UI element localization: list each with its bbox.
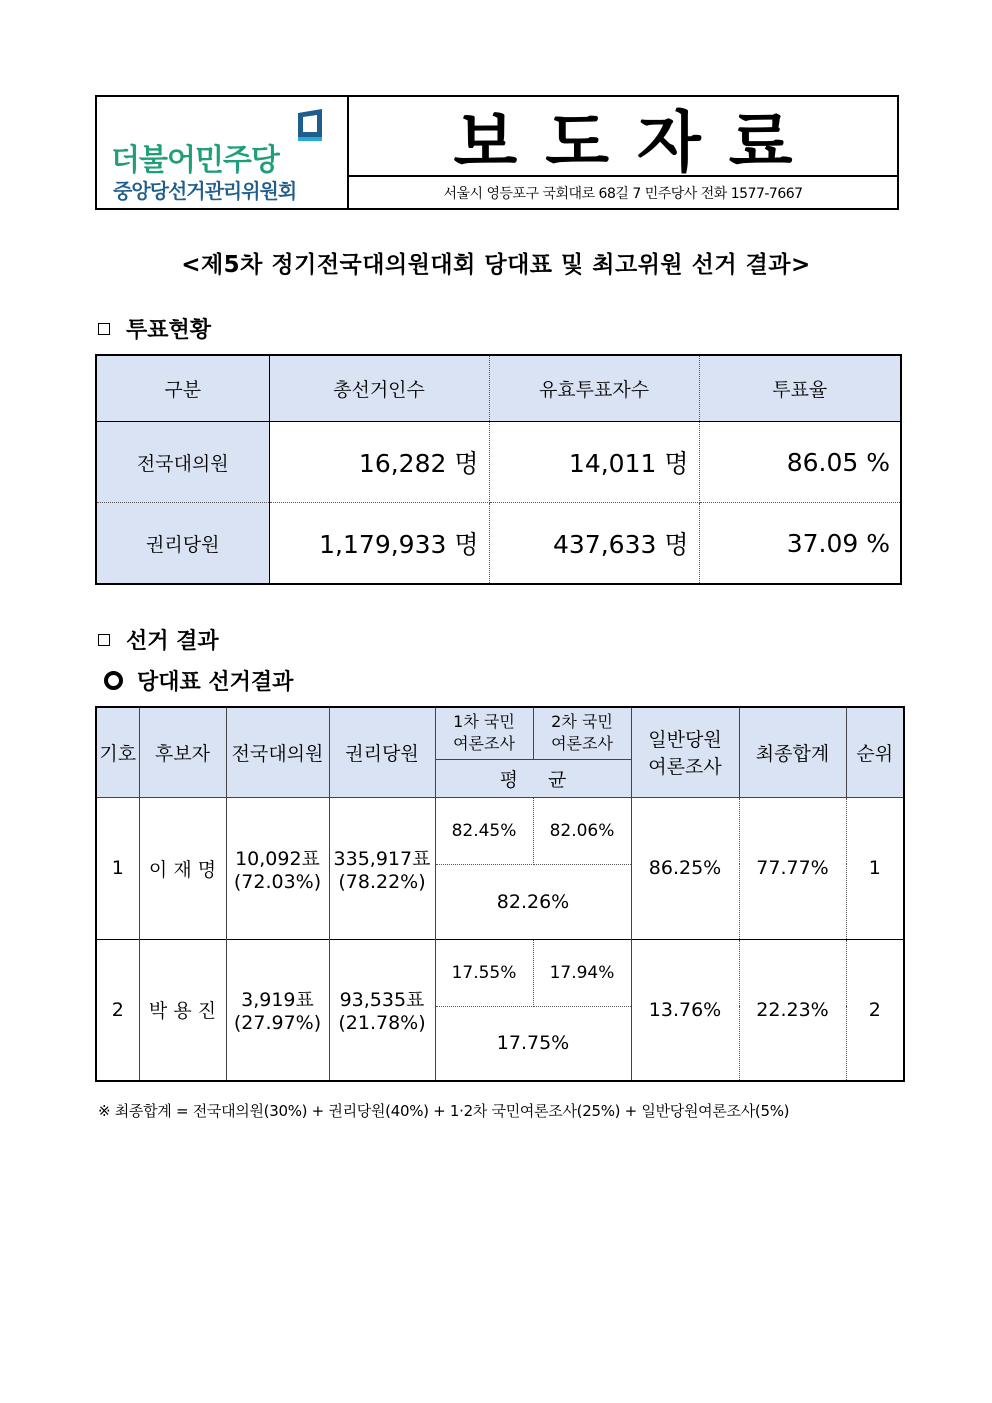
general-line1: 일반당원 [648, 729, 722, 752]
subsection-leader [104, 665, 293, 696]
party-logo [97, 97, 349, 208]
delegates-result [226, 797, 329, 939]
col-header-candidate: 후보자 [139, 707, 226, 797]
square-bullet-icon [98, 634, 110, 646]
section-result-title: 선거 결과 [126, 629, 219, 654]
members-pct: (21.78%) [338, 1012, 426, 1035]
average-value: 17.75% [435, 1006, 631, 1081]
committee-name: 중앙당선거관리위원회 [113, 179, 297, 203]
rank-value: 1 [846, 797, 904, 939]
col-header-number: 기호 [96, 707, 139, 797]
rank-value: 2 [846, 939, 904, 1081]
members-result [329, 797, 435, 939]
general-line2: 여론조사 [648, 756, 722, 779]
party-logo-icon [295, 107, 325, 141]
poll2-line1: 2차 국민 [551, 712, 613, 732]
delegates-pct: (27.97%) [233, 1012, 322, 1035]
party-name: 더불어민주당 [111, 143, 279, 178]
delegates-votes: 3,919표 [241, 989, 314, 1012]
delegates-votes: 10,092표 [235, 847, 320, 870]
headline: <제5차 정기전국대의원대회 당대표 및 최고위원 선거 결과> [181, 252, 811, 278]
poll1-line2: 여론조사 [453, 734, 515, 754]
col-header-poll1 [435, 707, 533, 759]
average-value: 82.26% [435, 864, 631, 939]
members-votes: 335,917표 [333, 847, 431, 870]
total-electors: 1,179,933 명 [269, 503, 489, 585]
turnout-rate: 86.05 % [699, 422, 901, 503]
poll1-value: 17.55% [435, 939, 533, 1006]
table-row [96, 939, 904, 1006]
leader-result-table [95, 706, 905, 1082]
turnout-rate: 37.09 % [699, 503, 901, 585]
final-value: 77.77% [739, 797, 846, 939]
press-release-title: 보도자료 [349, 97, 897, 177]
footnote: ※ 최종합계 = 전국대의원(30%) + 권리당원(40%) + 1·2차 국민여론조사(25%) + 일반당원여론조사(5%) [98, 1102, 790, 1120]
members-result [329, 939, 435, 1081]
candidate-number: 2 [96, 939, 139, 1081]
table-row [96, 422, 901, 503]
col-header-delegates: 전국대의원 [226, 707, 329, 797]
valid-voters: 14,011 명 [489, 422, 699, 503]
col-header-total-electors: 총선거인수 [269, 355, 489, 422]
col-header-rank: 순위 [846, 707, 904, 797]
col-header-final: 최종합계 [739, 707, 846, 797]
subsection-leader-title: 당대표 선거결과 [137, 670, 294, 695]
col-header-turnout: 투표율 [699, 355, 901, 422]
square-bullet-icon [98, 323, 110, 335]
poll1-line1: 1차 국민 [453, 712, 515, 732]
col-header-valid-voters: 유효투표자수 [489, 355, 699, 422]
poll2-line2: 여론조사 [551, 734, 613, 754]
total-electors: 16,282 명 [269, 422, 489, 503]
address-line: 서울시 영등포구 국회대로 68길 7 민주당사 전화 1577-7667 [443, 185, 803, 202]
table-row [96, 797, 904, 864]
row-label: 권리당원 [96, 503, 269, 585]
general-value: 86.25% [631, 797, 739, 939]
section-vote-status [98, 313, 211, 344]
candidate-number: 1 [96, 797, 139, 939]
press-header [95, 95, 899, 210]
general-value: 13.76% [631, 939, 739, 1081]
row-label: 전국대의원 [96, 422, 269, 503]
col-header-general-members [631, 707, 739, 797]
poll1-value: 82.45% [435, 797, 533, 864]
average-label: 평 균 [499, 768, 579, 791]
col-header-category: 구분 [96, 355, 269, 422]
candidate-name: 이 재 명 [139, 797, 226, 939]
section-vote-title: 투표현황 [126, 318, 212, 343]
circle-bullet-icon [104, 671, 123, 690]
col-header-members: 권리당원 [329, 707, 435, 797]
final-value: 22.23% [739, 939, 846, 1081]
section-result [98, 624, 219, 655]
members-votes: 93,535표 [339, 989, 425, 1012]
valid-voters: 437,633 명 [489, 503, 699, 585]
col-header-poll2 [533, 707, 631, 759]
col-header-average [435, 759, 631, 797]
poll2-value: 17.94% [533, 939, 631, 1006]
delegates-pct: (72.03%) [233, 870, 322, 893]
vote-status-table [95, 354, 902, 585]
delegates-result [226, 939, 329, 1081]
candidate-name: 박 용 진 [139, 939, 226, 1081]
poll2-value: 82.06% [533, 797, 631, 864]
members-pct: (78.22%) [338, 870, 426, 893]
table-row [96, 503, 901, 585]
